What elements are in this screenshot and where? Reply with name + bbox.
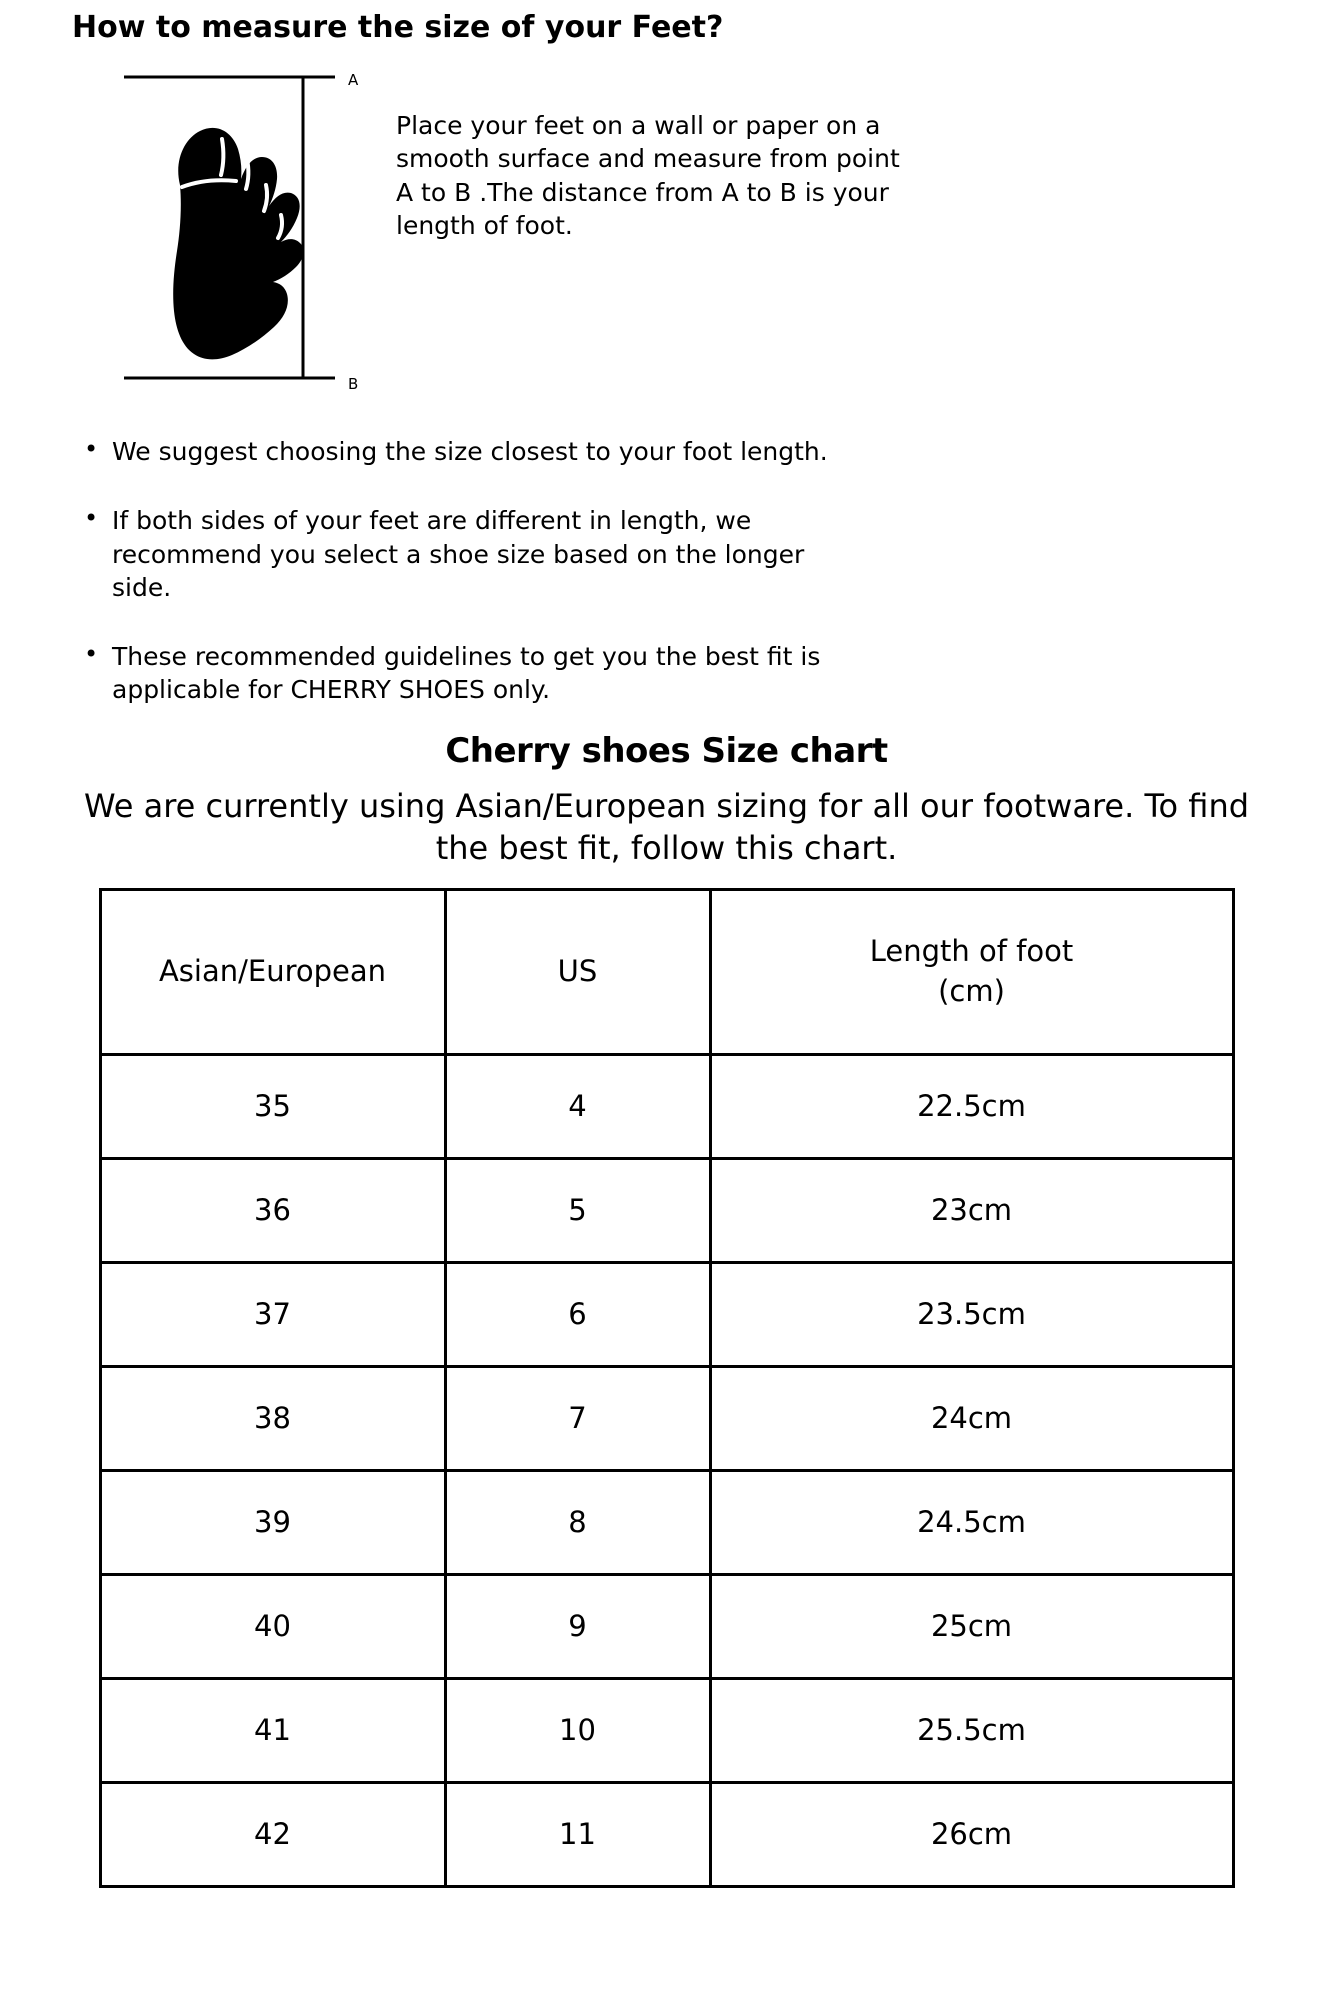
cell-length: 24cm	[710, 1366, 1233, 1470]
cell-us: 8	[445, 1470, 710, 1574]
cell-length: 22.5cm	[710, 1054, 1233, 1158]
table-row	[100, 1262, 1233, 1366]
cell-eu: 42	[100, 1782, 445, 1886]
column-header-us: US	[445, 889, 710, 1054]
cell-us: 6	[445, 1262, 710, 1366]
cell-length: 23cm	[710, 1158, 1233, 1262]
cell-us: 9	[445, 1574, 710, 1678]
list-item: • These recommended guidelines to get you the best fit is applicable for CHERRY SHOES only.	[80, 640, 832, 707]
column-header-eu: Asian/European	[100, 889, 445, 1054]
cell-eu: 37	[100, 1262, 445, 1366]
measure-instructions: Place your feet on a wall or paper on a smooth surface and measure from point A to B .The distance from A to B is your length of foot.	[396, 111, 900, 240]
size-guide-page	[0, 10, 1333, 1888]
cell-eu: 36	[100, 1158, 445, 1262]
table-row	[100, 1054, 1233, 1158]
cell-us: 4	[445, 1054, 710, 1158]
column-header-length-line1: Length of foot	[869, 934, 1074, 969]
size-chart-subtitle: We are currently using Asian/European sizing for all our footware. To find the best fit, follow this chart.	[83, 786, 1250, 868]
cell-length: 26cm	[710, 1782, 1233, 1886]
cell-eu: 35	[100, 1054, 445, 1158]
table-row	[100, 1574, 1233, 1678]
cell-length: 25.5cm	[710, 1678, 1233, 1782]
cell-length: 25cm	[710, 1574, 1233, 1678]
page-title: How to measure the size of your Feet?	[72, 10, 724, 45]
cell-us: 7	[445, 1366, 710, 1470]
cell-eu: 41	[100, 1678, 445, 1782]
table-row	[100, 1470, 1233, 1574]
cell-us: 10	[445, 1678, 710, 1782]
cell-eu: 40	[100, 1574, 445, 1678]
table-row	[100, 1678, 1233, 1782]
table-row	[100, 1782, 1233, 1886]
table-header-row	[100, 889, 1233, 1054]
list-item: • If both sides of your feet are different in length, we recommend you select a shoe size based on the longer side.	[80, 504, 832, 604]
column-header-length	[710, 889, 1233, 1054]
column-header-length-line2: (cm)	[938, 973, 1005, 1008]
cell-length: 23.5cm	[710, 1262, 1233, 1366]
cell-eu: 39	[100, 1470, 445, 1574]
size-chart-title: Cherry shoes Size chart	[445, 730, 888, 771]
size-chart-table	[99, 888, 1235, 1888]
cell-eu: 38	[100, 1366, 445, 1470]
list-item: • We suggest choosing the size closest to your foot length.	[80, 435, 832, 468]
table-row	[100, 1366, 1233, 1470]
cell-us: 5	[445, 1158, 710, 1262]
foot-diagram	[120, 65, 370, 405]
table-row	[100, 1158, 1233, 1262]
footprint-icon	[120, 65, 370, 405]
cell-us: 11	[445, 1782, 710, 1886]
point-a-label: A	[348, 71, 359, 89]
measure-diagram-section	[0, 65, 1333, 405]
cell-length: 24.5cm	[710, 1470, 1233, 1574]
point-b-label: B	[348, 375, 359, 393]
notes-list	[0, 435, 1333, 707]
table-body	[100, 1054, 1233, 1886]
